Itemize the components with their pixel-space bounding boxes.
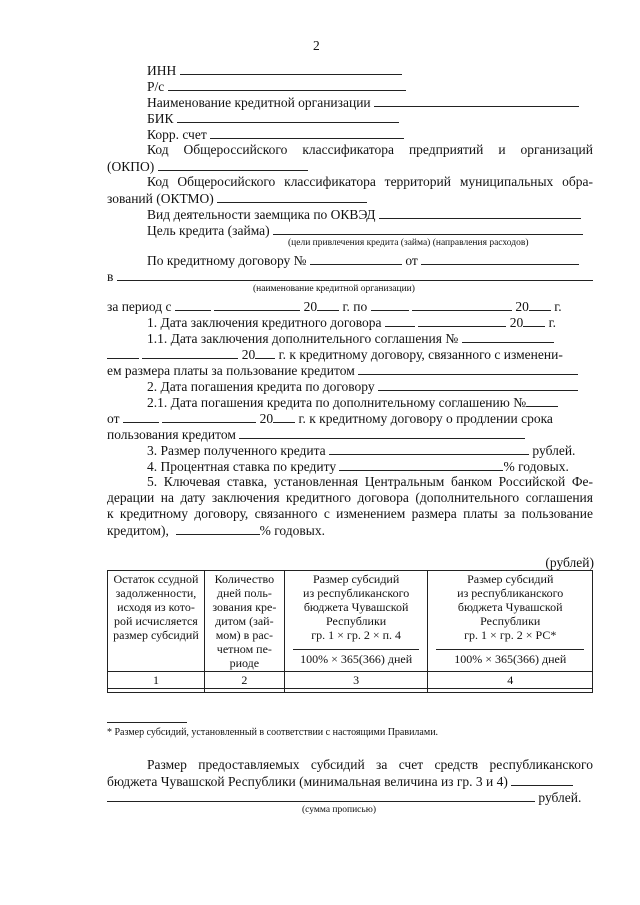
table-unit: (рублей) bbox=[545, 555, 594, 570]
item-21-line-2 bbox=[107, 410, 553, 427]
item-3-line bbox=[147, 442, 575, 459]
col3-header: Размер субсидий из республиканского бюджета Чувашской Республики гр. 1 × гр. 2 × п. 4 100% × 365(366) дней bbox=[284, 571, 428, 672]
contract-label: По кредитному договору № bbox=[147, 253, 307, 268]
item-5-line-3: к кредитному договору, связанного с изменением размера платы за пользование bbox=[107, 506, 593, 521]
contract-date-field[interactable] bbox=[421, 252, 579, 265]
item-11-month[interactable] bbox=[142, 346, 238, 359]
cell-1[interactable] bbox=[108, 689, 205, 693]
closing-hint: (сумма прописью) bbox=[302, 805, 376, 815]
item-11-text: г. к кредитному договору, связанного с изменени- bbox=[278, 347, 563, 362]
period-from-year[interactable] bbox=[317, 298, 339, 311]
item-21-day[interactable] bbox=[123, 410, 159, 423]
bik-label: БИК bbox=[147, 111, 174, 126]
item-21-text: г. к кредитному договору о продлении срока bbox=[298, 411, 553, 426]
item-11-text-2: ем размера платы за пользование кредитом bbox=[107, 363, 355, 378]
item-1-year[interactable] bbox=[523, 314, 545, 327]
item-11-label: 1.1. Дата заключения дополнительного соглашения № bbox=[147, 331, 459, 346]
korr-line bbox=[147, 126, 404, 143]
col-number-1: 1 bbox=[108, 672, 205, 689]
period-line bbox=[107, 298, 562, 315]
oktmo-label: зований (ОКТМО) bbox=[107, 191, 214, 206]
closing-line-3 bbox=[107, 789, 581, 806]
item-11-line-1 bbox=[147, 330, 554, 347]
item-1-label: 1. Дата заключения кредитного договора bbox=[147, 315, 382, 330]
item-1-g: г. bbox=[548, 315, 556, 330]
rs-field[interactable] bbox=[168, 78, 406, 91]
item-2-field[interactable] bbox=[378, 378, 578, 391]
item-11-field[interactable] bbox=[358, 362, 578, 375]
cell-2[interactable] bbox=[204, 689, 284, 693]
period-from-year-prefix: 20 bbox=[303, 299, 318, 314]
period-to-day[interactable] bbox=[371, 298, 409, 311]
table-data-row bbox=[108, 689, 593, 693]
item-1-year-prefix: 20 bbox=[509, 315, 524, 330]
item-5-line-1: 5. Ключевая ставка, установленная Центральным банком Российской Фе- bbox=[147, 474, 593, 489]
goal-field[interactable] bbox=[273, 222, 583, 235]
item-1-day[interactable] bbox=[385, 314, 415, 327]
item-3-label: 3. Размер полученного кредита bbox=[147, 443, 326, 458]
footnote: * Размер субсидий, установленный в соответствии с настоящими Правилами. bbox=[107, 727, 439, 738]
closing-min-field[interactable] bbox=[511, 773, 573, 786]
contract-number-field[interactable] bbox=[310, 252, 402, 265]
period-to-year-prefix: 20 bbox=[515, 299, 529, 314]
bik-line bbox=[147, 110, 399, 127]
closing-unit: рублей. bbox=[538, 790, 582, 805]
item-21-year[interactable] bbox=[273, 410, 295, 423]
period-to-month[interactable] bbox=[412, 298, 512, 311]
contract-ot: от bbox=[405, 253, 418, 268]
item-21-number[interactable] bbox=[526, 394, 558, 407]
okpo-label: (ОКПО) bbox=[107, 159, 155, 174]
item-5-field[interactable] bbox=[176, 522, 260, 535]
okpo-field[interactable] bbox=[158, 158, 308, 171]
col3-denominator: 100% × 365(366) дней bbox=[293, 649, 420, 666]
korr-label: Корр. счет bbox=[147, 127, 207, 142]
item-3-unit: рублей. bbox=[532, 443, 576, 458]
item-4-label: 4. Процентная ставка по кредиту bbox=[147, 459, 337, 474]
subsidy-table bbox=[107, 570, 593, 693]
okpo-line-2 bbox=[107, 158, 308, 175]
col-number-2: 2 bbox=[204, 672, 284, 689]
item-11-line-2 bbox=[107, 346, 563, 363]
item-3-field[interactable] bbox=[329, 442, 529, 455]
item-11-line-3 bbox=[107, 362, 578, 379]
item-21-label: 2.1. Дата погашения кредита по дополнительному соглашению № bbox=[147, 395, 527, 410]
closing-line-2 bbox=[107, 773, 573, 790]
table-number-row bbox=[108, 672, 593, 689]
item-21-year-prefix: 20 bbox=[259, 411, 274, 426]
bank-name-field[interactable] bbox=[374, 94, 579, 107]
item-5-text: кредитом), bbox=[107, 523, 169, 538]
period-to-year[interactable] bbox=[529, 298, 551, 311]
item-1-month[interactable] bbox=[418, 314, 506, 327]
period-from-month[interactable] bbox=[214, 298, 300, 311]
item-5-unit: % годовых. bbox=[259, 523, 325, 538]
org-hint: (наименование кредитной организации) bbox=[253, 284, 415, 294]
item-11-number[interactable] bbox=[462, 330, 554, 343]
item-2-label: 2. Дата погашения кредита по договору bbox=[147, 379, 375, 394]
item-21-month[interactable] bbox=[162, 410, 256, 423]
cell-4[interactable] bbox=[428, 689, 593, 693]
item-21-text-2: пользования кредитом bbox=[107, 427, 236, 442]
closing-amount-field[interactable] bbox=[107, 789, 535, 802]
contract-line bbox=[147, 252, 579, 269]
item-5-line-4 bbox=[107, 522, 325, 539]
period-from-day[interactable] bbox=[175, 298, 211, 311]
cell-3[interactable] bbox=[284, 689, 428, 693]
period-po: г. по bbox=[342, 299, 368, 314]
item-21-field[interactable] bbox=[239, 426, 525, 439]
col-number-4: 4 bbox=[428, 672, 593, 689]
rs-label: Р/с bbox=[147, 79, 165, 94]
page-number: 2 bbox=[313, 38, 320, 53]
item-21-ot: от bbox=[107, 411, 120, 426]
col2-header: Количество дней поль- зования кре- дитом (зай- мом) в рас- четном пе- риоде bbox=[204, 571, 284, 672]
table-header-row bbox=[108, 571, 593, 672]
item-4-unit: % годовых. bbox=[503, 459, 569, 474]
okved-label: Вид деятельности заемщика по ОКВЭД bbox=[147, 207, 376, 222]
bank-org-line bbox=[107, 268, 593, 285]
korr-field[interactable] bbox=[210, 126, 404, 139]
bik-field[interactable] bbox=[177, 110, 399, 123]
col1-header: Остаток ссудной задолженности, исходя из кото- рой исчисляется размер субсидий bbox=[108, 571, 205, 672]
bank-name-label: Наименование кредитной организации bbox=[147, 95, 371, 110]
col4-denominator: 100% × 365(366) дней bbox=[436, 649, 584, 666]
oktmo-line-2 bbox=[107, 190, 367, 207]
oktmo-field[interactable] bbox=[217, 190, 367, 203]
item-11-year-prefix: 20 bbox=[241, 347, 256, 362]
item-5-line-2: дерации на дату заключения кредитного договора (дополнительного соглашения bbox=[107, 490, 593, 505]
item-21-line-1 bbox=[147, 394, 558, 411]
period-label: за период с bbox=[107, 299, 172, 314]
goal-hint: (цели привлечения кредита (займа) (направления расходов) bbox=[288, 238, 529, 248]
oktmo-line-1: Код Общеросийского классификатора территорий муниципальных обра- bbox=[147, 174, 593, 189]
bank-name-line bbox=[147, 94, 579, 111]
okved-line bbox=[147, 206, 581, 223]
okved-field[interactable] bbox=[379, 206, 581, 219]
okpo-line-1: Код Общероссийского классификатора предприятий и организаций bbox=[147, 142, 593, 157]
period-end-g: г. bbox=[554, 299, 562, 314]
bank-org-v: в bbox=[107, 269, 114, 284]
closing-text: бюджета Чувашской Республики (минимальная величина из гр. 3 и 4) bbox=[107, 774, 508, 789]
item-11-year[interactable] bbox=[255, 346, 275, 359]
item-2-line bbox=[147, 378, 578, 395]
col-number-3: 3 bbox=[284, 672, 428, 689]
item-21-line-3 bbox=[107, 426, 525, 443]
bank-org-field[interactable] bbox=[117, 268, 593, 281]
footnote-divider bbox=[107, 722, 187, 723]
inn-line bbox=[147, 62, 402, 79]
rs-line bbox=[147, 78, 406, 95]
goal-line bbox=[147, 222, 583, 239]
item-4-field[interactable] bbox=[339, 458, 503, 471]
item-11-day[interactable] bbox=[107, 346, 139, 359]
item-1-line bbox=[147, 314, 556, 331]
inn-field[interactable] bbox=[180, 62, 402, 75]
col4-header: Размер субсидий из республиканского бюджета Чувашской Республики гр. 1 × гр. 2 × РС* 100% × 365(366) дней bbox=[428, 571, 593, 672]
inn-label: ИНН bbox=[147, 63, 177, 78]
closing-line-1: Размер предоставляемых субсидий за счет средств республиканского bbox=[147, 757, 593, 772]
goal-label: Цель кредита (займа) bbox=[147, 223, 270, 238]
item-4-line bbox=[147, 458, 569, 475]
